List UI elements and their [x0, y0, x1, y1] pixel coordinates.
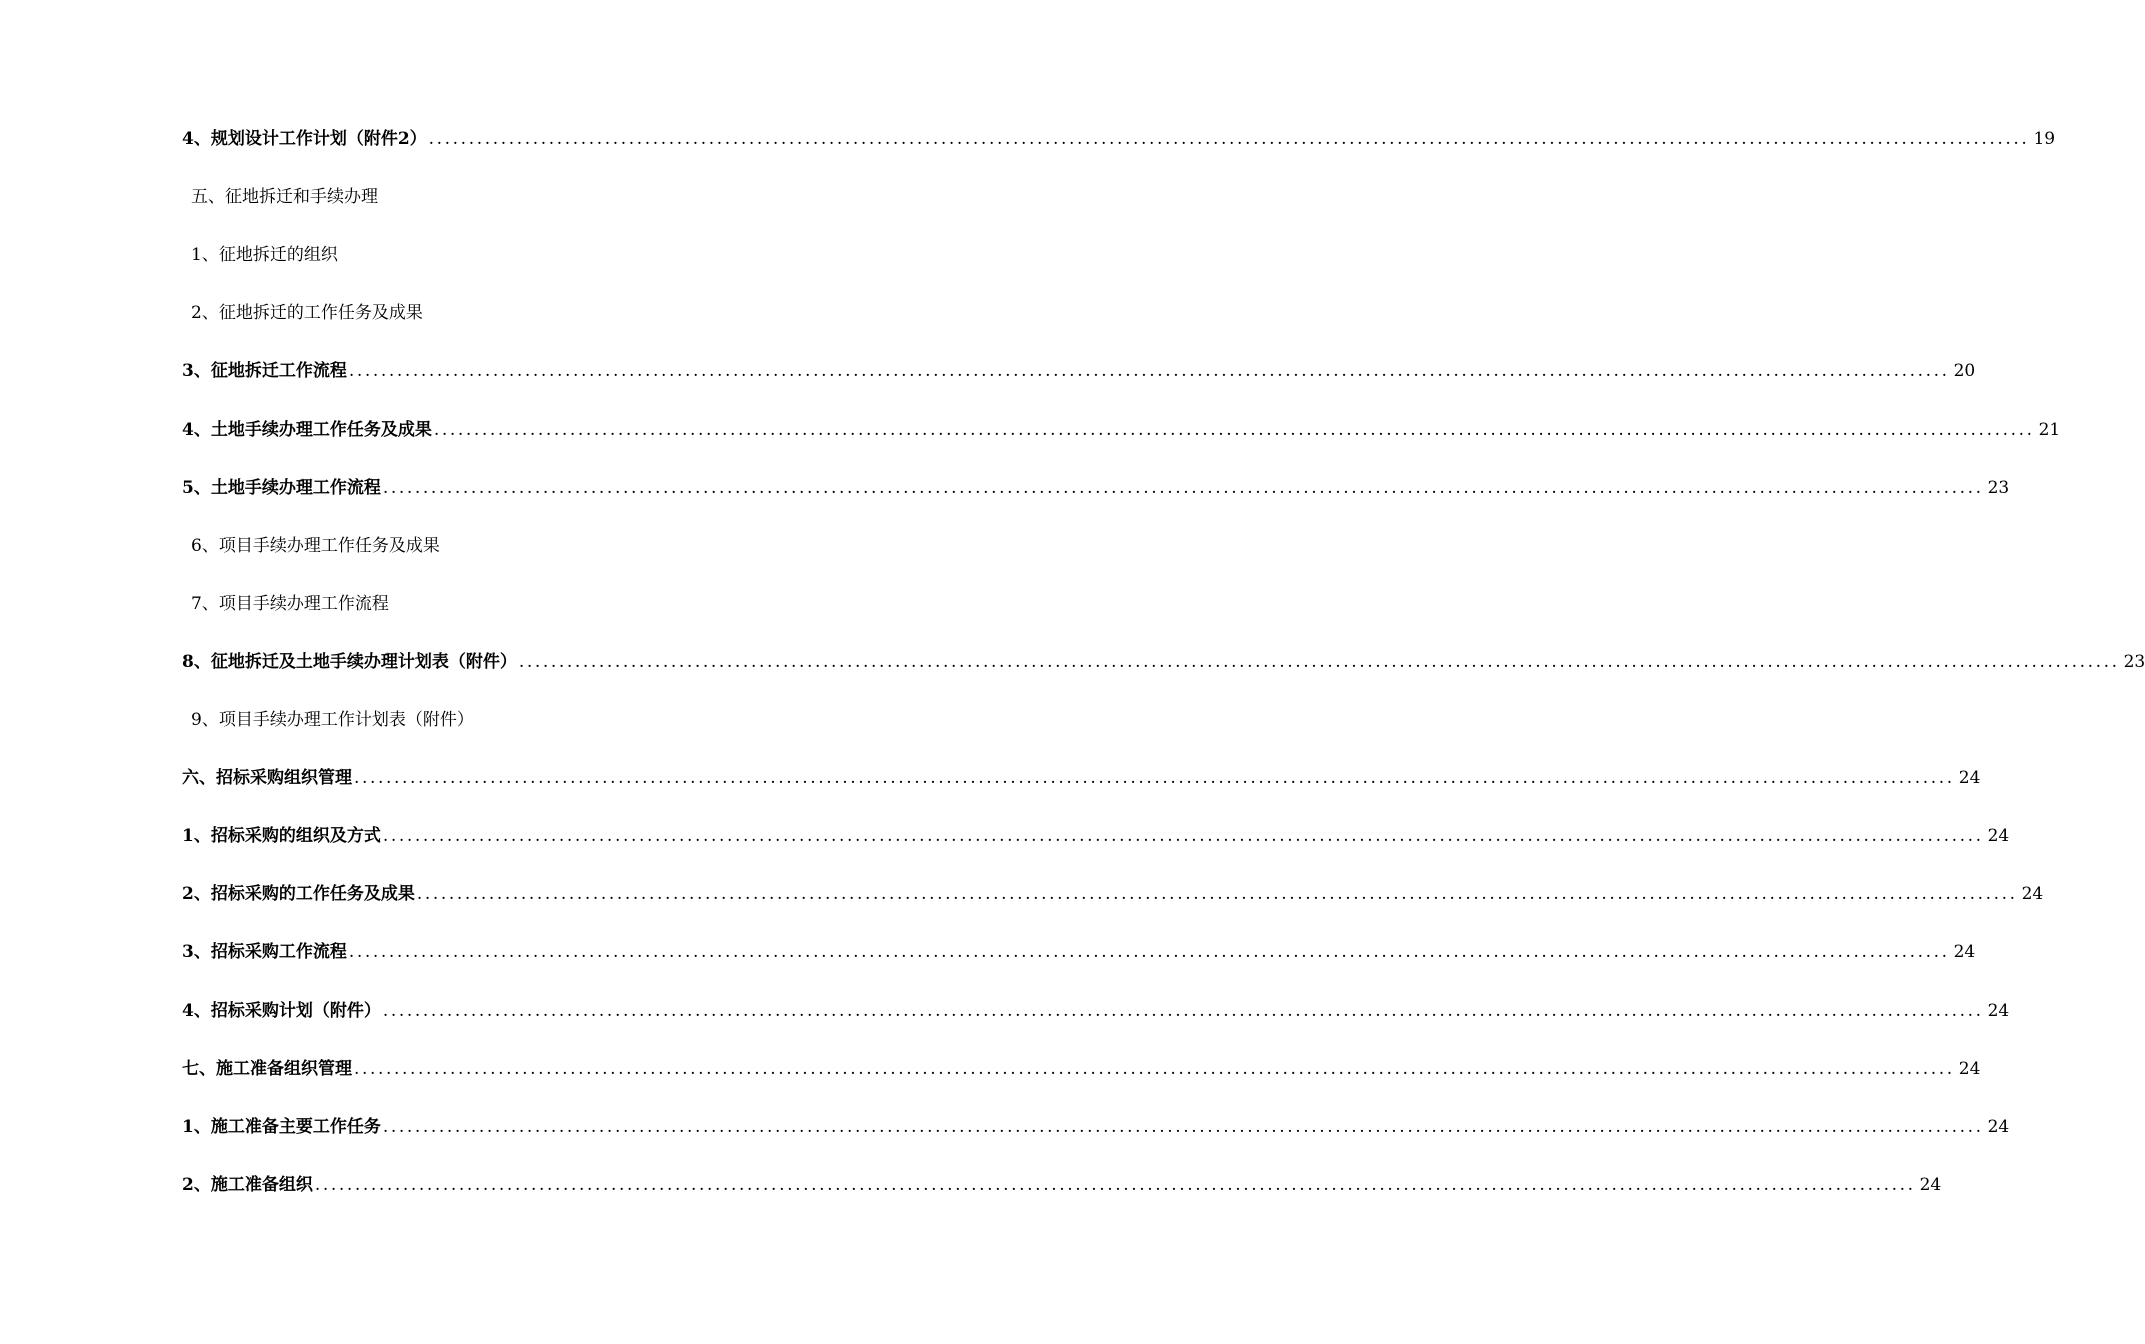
toc-entry[interactable] — [191, 531, 815, 561]
toc-entry[interactable] — [191, 589, 815, 619]
toc-dot-leader — [442, 531, 811, 561]
toc-page-number: 24 — [1987, 826, 2010, 847]
toc-entry-title: 六、招标采购组织管理 — [182, 768, 352, 789]
toc-dot-leader: ........................................................................................................................................................................................................ — [382, 1116, 1984, 1137]
toc-entry[interactable] — [182, 124, 2056, 154]
toc-page-number: 24 — [1958, 1058, 1981, 1079]
toc-dot-leader — [391, 589, 811, 619]
toc-dot-leader: ........................................................................................................................................................................................................ — [348, 942, 1950, 963]
toc-page-number: 21 — [2038, 419, 2061, 440]
toc-dot-leader: ........................................................................................................................................................................................................ — [433, 419, 2035, 440]
toc-entry[interactable] — [182, 415, 2061, 445]
toc-entry[interactable] — [182, 1054, 1981, 1084]
toc-entry[interactable] — [182, 1170, 1942, 1200]
toc-entry[interactable] — [191, 298, 815, 328]
toc-entry-title: 8、征地拆迁及土地手续办理计划表（附件） — [182, 651, 517, 672]
toc-entry[interactable] — [182, 763, 1981, 793]
toc-dot-leader: ........................................................................................................................................................................................................ — [382, 1000, 1984, 1021]
toc-entry[interactable] — [191, 705, 815, 735]
toc-entry-title: 2、招标采购的工作任务及成果 — [182, 884, 415, 905]
toc-entry-title: 5、土地手续办理工作流程 — [182, 477, 381, 498]
toc-page-number: 24 — [1919, 1174, 1942, 1195]
toc-entry[interactable] — [182, 937, 1976, 967]
toc-entry[interactable] — [182, 647, 2145, 677]
toc-entry[interactable] — [191, 182, 815, 212]
toc-dot-leader: ........................................................................................................................................................................................................ — [354, 768, 1955, 789]
toc-entry-title: 1、施工准备主要工作任务 — [182, 1116, 381, 1137]
toc-dot-leader: ........................................................................................................................................................................................................ — [416, 884, 2018, 905]
toc-entry-title: 3、招标采购工作流程 — [182, 942, 347, 963]
toc-entry-title: 4、招标采购计划（附件） — [182, 1000, 381, 1021]
toc-entry-title: 五、征地拆迁和手续办理 — [191, 187, 378, 208]
toc-entry-title: 七、施工准备组织管理 — [182, 1058, 352, 1079]
toc-entry-title: 1、征地拆迁的组织 — [191, 245, 338, 266]
toc-entry[interactable] — [191, 240, 815, 270]
toc-dot-leader — [340, 240, 811, 270]
toc-entry-title: 1、招标采购的组织及方式 — [182, 826, 381, 847]
toc-page-number: 23 — [2123, 651, 2145, 672]
toc-entry[interactable] — [182, 879, 2044, 909]
toc-page-number: 24 — [1987, 1116, 2010, 1137]
toc-entry[interactable] — [182, 996, 2010, 1026]
toc-entry-title: 9、项目手续办理工作计划表（附件） — [191, 710, 474, 730]
toc-page-number: 19 — [2033, 129, 2056, 149]
toc-entry-title: 2、施工准备组织 — [182, 1174, 313, 1195]
toc-page-number: 24 — [1953, 942, 1976, 963]
toc-dot-leader: ........................................................................................................................................................................................................ — [428, 129, 2030, 149]
toc-page-number: 24 — [1958, 768, 1981, 789]
toc-entry-title: 2、征地拆迁的工作任务及成果 — [191, 303, 423, 324]
toc-dot-leader — [380, 182, 811, 212]
toc-entry-title: 4、土地手续办理工作任务及成果 — [182, 419, 432, 440]
toc-page-number: 23 — [1987, 477, 2010, 498]
toc-entry-title: 4、规划设计工作计划（附件2） — [182, 129, 427, 149]
toc-page-number: 20 — [1953, 361, 1976, 382]
toc-dot-leader — [476, 705, 811, 735]
toc-entry[interactable] — [182, 356, 1976, 386]
toc-dot-leader: ........................................................................................................................................................................................................ — [348, 361, 1950, 382]
toc-dot-leader — [425, 298, 811, 328]
toc-dot-leader: ........................................................................................................................................................................................................ — [518, 651, 2120, 672]
toc-entry[interactable] — [182, 473, 2010, 503]
toc-dot-leader: ........................................................................................................................................................................................................ — [382, 477, 1984, 498]
toc-dot-leader: ........................................................................................................................................................................................................ — [314, 1174, 1916, 1195]
toc-page-number: 24 — [1987, 1000, 2010, 1021]
toc-entry[interactable] — [182, 821, 2010, 851]
toc-page-number: 24 — [2021, 884, 2044, 905]
toc-dot-leader: ........................................................................................................................................................................................................ — [382, 826, 1984, 847]
toc-entry-title: 6、项目手续办理工作任务及成果 — [191, 535, 440, 556]
toc-entry[interactable] — [182, 1112, 2010, 1142]
toc-entry-title: 7、项目手续办理工作流程 — [191, 593, 389, 614]
toc-entry-title: 3、征地拆迁工作流程 — [182, 361, 347, 382]
toc-dot-leader: ........................................................................................................................................................................................................ — [354, 1058, 1955, 1079]
